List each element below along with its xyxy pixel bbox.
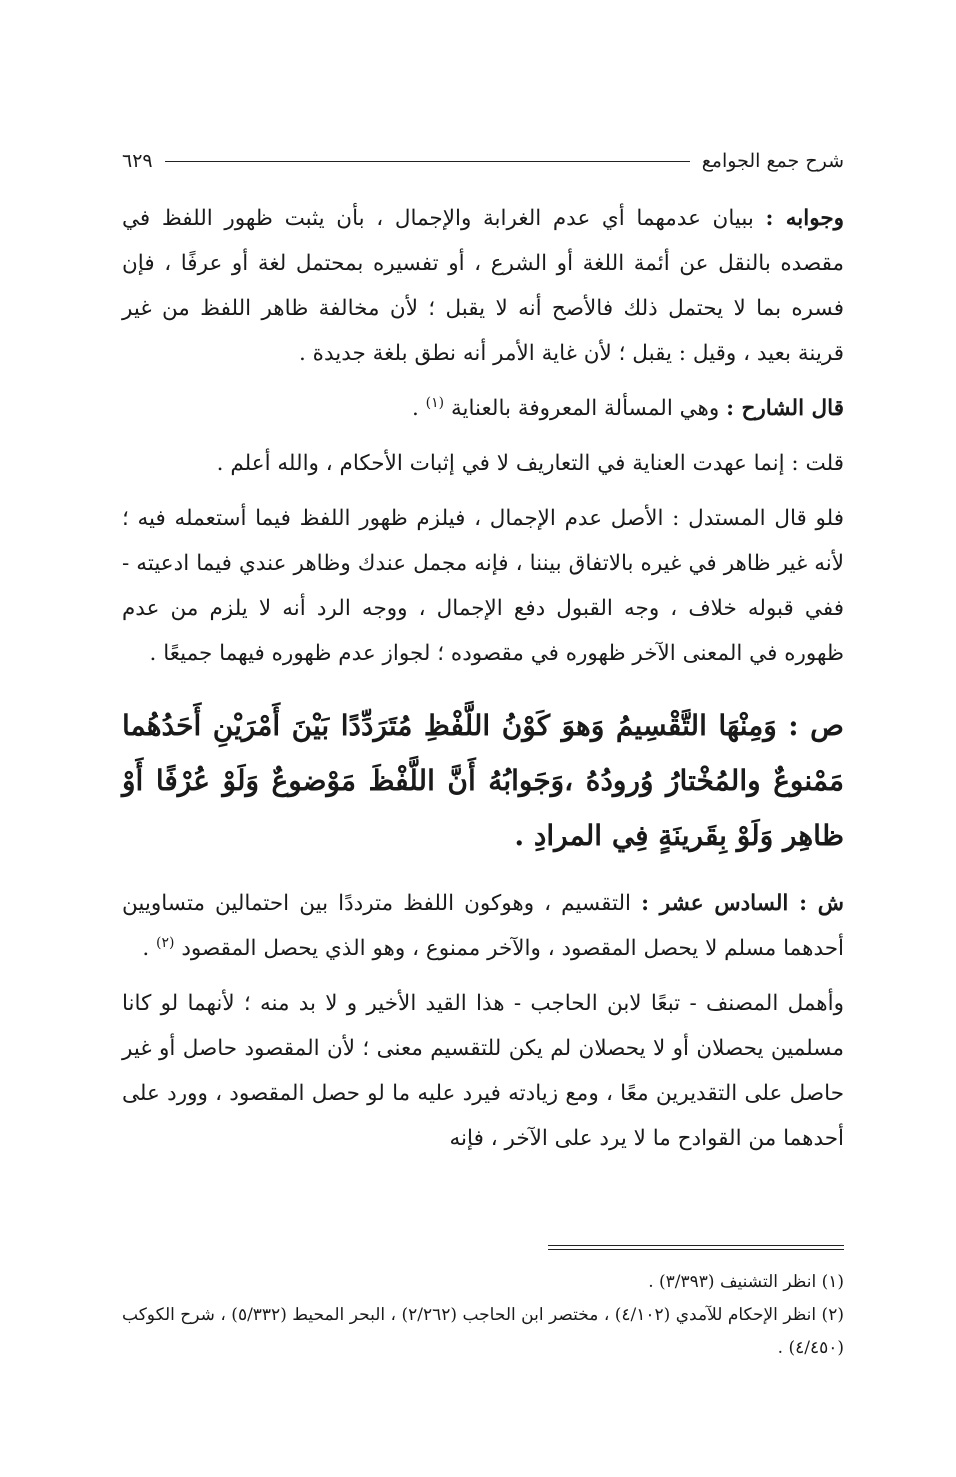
footnote-2: (٢) انظر الإحكام للآمدي (٤/١٠٢) ، مختصر ابن الحاجب (٢/٢٦٢) ، البحر المحيط (٥/٣٣٢) ، شرح الكوكب (٤/٤٥٠) . (122, 1305, 844, 1358)
paragraph-text: ببيان عدمهما أي عدم الغرابة والإجمال ، بأن يثبت ظهور اللفظ في مقصده بالنقل عن أئمة اللغة أو الشرع ، أو تفسيره بمحتمل لغة أو عرفًا ، فإن فسره بما لا يحتمل ذلك فالأصح أنه لا يقبل ؛ لأن مخالفة ظاهر اللفظ من غير قرينة بعيد ، وقيل : يقبل ؛ لأن غاية الأمر أنه نطق بلغة جديدة . (122, 206, 844, 366)
main-text (122, 196, 844, 1161)
matn-passage: ص : وَمِنْهَا التَّقْسِيمُ وَهوَ كَوْنُ اللَّفْظِ مُتَرَدِّدًا بَيْنَ أَمْرَيْنِ أَحَدُهُما مَمْنوعٌ والمُخْتارُ وُرودُهُ ،وَجَوابُهُ أَنَّ اللَّفْظَ مَوْضوعٌ وَلَوْ عُرْفًا أَوْ ظاهِر وَلَوْ بِقَرينَةٍ فِي المرادِ . (122, 709, 844, 852)
running-header (122, 146, 844, 176)
paragraph-end: . (412, 396, 426, 421)
header-rule (165, 161, 690, 162)
page-number: ٦٢٩ (122, 150, 153, 172)
footnote-1: (١) انظر التشنيف (٣/٣٩٣) . (648, 1272, 844, 1292)
paragraph-objection (122, 496, 844, 676)
paragraph-sixteenth (122, 881, 844, 971)
paragraph-lead: وجوابه : (765, 206, 845, 231)
paragraph-lead: قال الشارح : (726, 396, 844, 421)
paragraph-text: وهي المسألة المعروفة بالعناية (450, 396, 720, 421)
book-title: شرح جمع الجوامع (701, 150, 844, 172)
footnotes (122, 1266, 844, 1365)
paragraph-neglect (122, 981, 844, 1161)
paragraph-end: . (142, 936, 157, 961)
paragraph-text: وأهمل المصنف - تبعًا لابن الحاجب - هذا القيد الأخير و لا بد منه ؛ لأنهما لو كانا مسلمين يحصلان أو لا يحصلان لم يكن للتقسيم معنى ؛ لأن المقصود حاصل أو غير حاصل على التقديرين معًا ، ومع زيادته فيرد عليه ما لو حصل المقصود ، وورد على أحدهما من القوادح ما لا يرد على الآخر ، فإنه (122, 991, 844, 1151)
paragraph-lead: ش : السادس عشر : (641, 891, 844, 916)
footnote-ref-2: (٢) (156, 934, 175, 951)
paragraph-commentator (122, 386, 844, 431)
paragraph-text: فلو قال المستدل : الأصل عدم الإجمال ، فيلزم ظهور اللفظ فيما أستعمله فيه ؛ لأنه غير ظاهر في غيره بالاتفاق بيننا ، فإنه مجمل عندك وظاهر عندي فيما ادعيته - ففي قبوله خلاف ، وجه القبول دفع الإجمال ، ووجه الرد أنه لا يلزم من عدم ظهوره في المعنى الآخر ظهوره في مقصوده ؛ لجواز عدم ظهوره فيهما جميعًا . (122, 506, 844, 666)
paragraph-text: قلت : إنما عهدت العناية في التعاريف لا في إثبات الأحكام ، والله أعلم . (216, 451, 844, 476)
paragraph-answer (122, 196, 844, 376)
paragraph-text: التقسيم ، وهوكون اللفظ مترددًا بين احتمالين متساويين أحدهما مسلم لا يحصل المقصود ، والآخر ممنوع ، وهو الذي يحصل المقصود (122, 891, 844, 961)
footnote-separator (548, 1245, 844, 1250)
paragraph-remark (122, 441, 844, 486)
footnote-ref-1: (١) (425, 394, 445, 411)
